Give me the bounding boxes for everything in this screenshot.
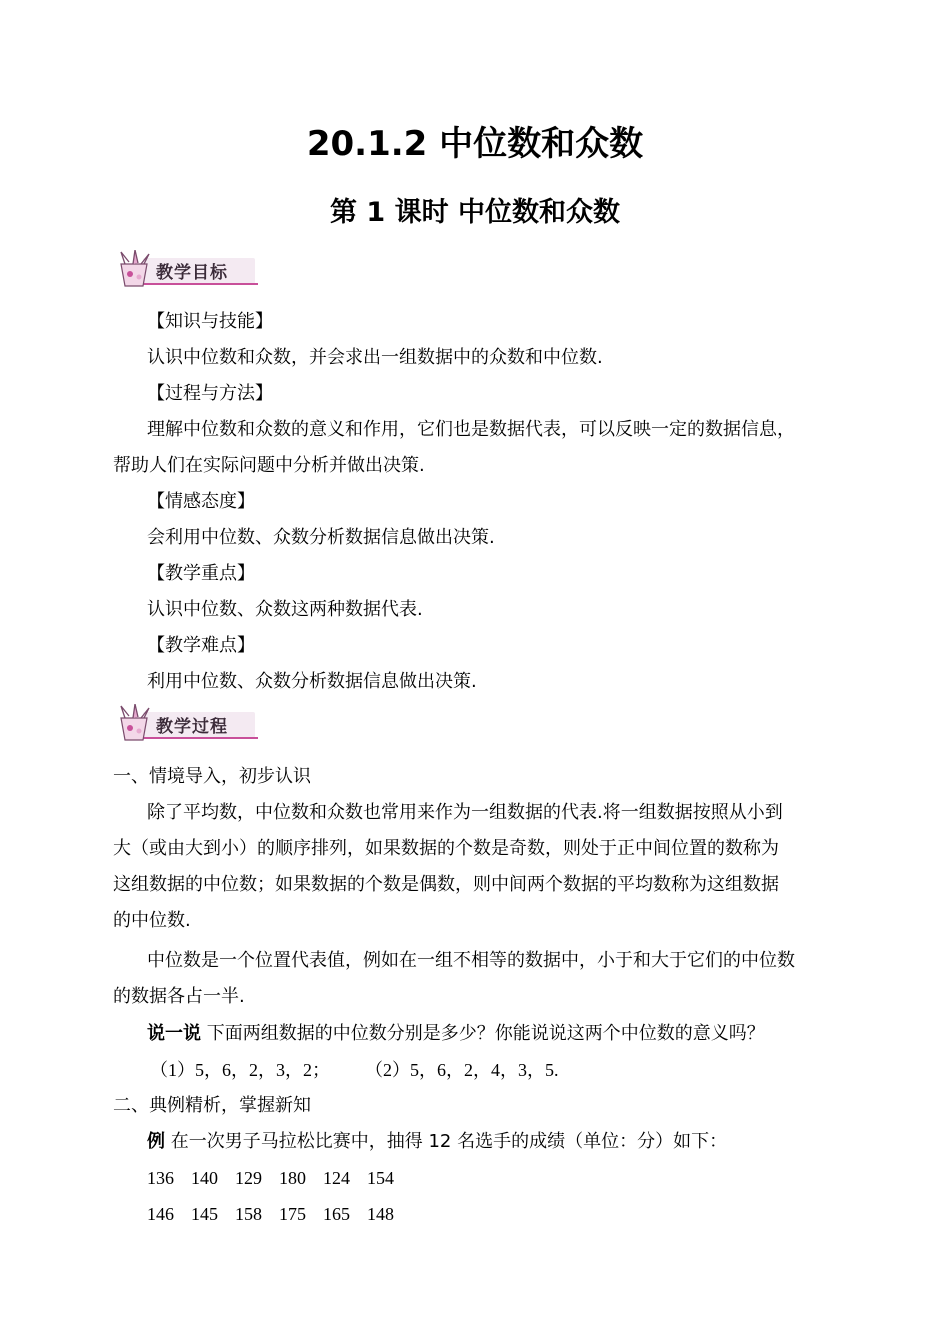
process-heading: 【过程与方法】	[147, 383, 273, 404]
page-title: 20.1.2 中位数和众数	[306, 124, 644, 164]
process-text-line: 帮助人们在实际问题中分析并做出决策.	[113, 455, 425, 476]
key-heading: 【教学重点】	[147, 563, 255, 584]
paragraph-line: 大（或由大到小）的顺序排列，如果数据的个数是奇数，则处于正中间位置的数称为	[113, 838, 779, 859]
difficult-text: 利用中位数、众数分析数据信息做出决策.	[147, 671, 477, 692]
say-prompt	[147, 1016, 871, 1052]
say-data-1: （1）5，6，2，3，2；	[150, 1060, 330, 1080]
section-header-process	[113, 704, 263, 744]
process-text-line: 理解中位数和众数的意义和作用，它们也是数据代表，可以反映一定的数据信息，	[147, 419, 795, 440]
paragraph-line: 这组数据的中位数；如果数据的个数是偶数，则中间两个数据的平均数称为这组数据	[113, 874, 779, 895]
paragraph-line: 中位数是一个位置代表值，例如在一组不相等的数据中，小于和大于它们的中位数	[147, 950, 795, 971]
knowledge-text: 认识中位数和众数，并会求出一组数据中的众数和中位数.	[147, 347, 603, 368]
data-row: 136 140 129 180 124 154	[147, 1168, 394, 1188]
say-text: 下面两组数据的中位数分别是多少？你能说说这两个中位数的意义吗？	[206, 1023, 765, 1044]
say-data	[150, 1052, 874, 1088]
emotion-text: 会利用中位数、众数分析数据信息做出决策.	[147, 527, 495, 548]
page-subtitle: 第 1 课时 中位数和众数	[330, 197, 620, 228]
example-label: 例	[147, 1131, 165, 1152]
section-label: 教学目标	[156, 263, 228, 283]
paragraph-line: 的数据各占一半.	[113, 986, 245, 1007]
say-data-2: （2）5，6，2，4，3，5.	[365, 1060, 559, 1080]
part1-heading: 一、情境导入，初步认识	[113, 766, 311, 787]
knowledge-heading: 【知识与技能】	[147, 311, 273, 332]
key-text: 认识中位数、众数这两种数据代表.	[147, 599, 423, 620]
data-row: 146 145 158 175 165 148	[147, 1204, 394, 1224]
say-label: 说一说	[147, 1023, 201, 1044]
section-header-goals	[113, 250, 263, 290]
part2-heading: 二、典例精析，掌握新知	[113, 1095, 311, 1116]
example-prompt	[147, 1124, 871, 1160]
emotion-heading: 【情感态度】	[147, 491, 255, 512]
section-label: 教学过程	[156, 717, 228, 737]
difficult-heading: 【教学难点】	[147, 635, 255, 656]
example-text: 在一次男子马拉松比赛中，抽得 12 名选手的成绩（单位：分）如下：	[170, 1131, 728, 1152]
paragraph-line: 除了平均数，中位数和众数也常用来作为一组数据的代表.将一组数据按照从小到	[147, 802, 783, 823]
paragraph-line: 的中位数.	[113, 910, 191, 931]
